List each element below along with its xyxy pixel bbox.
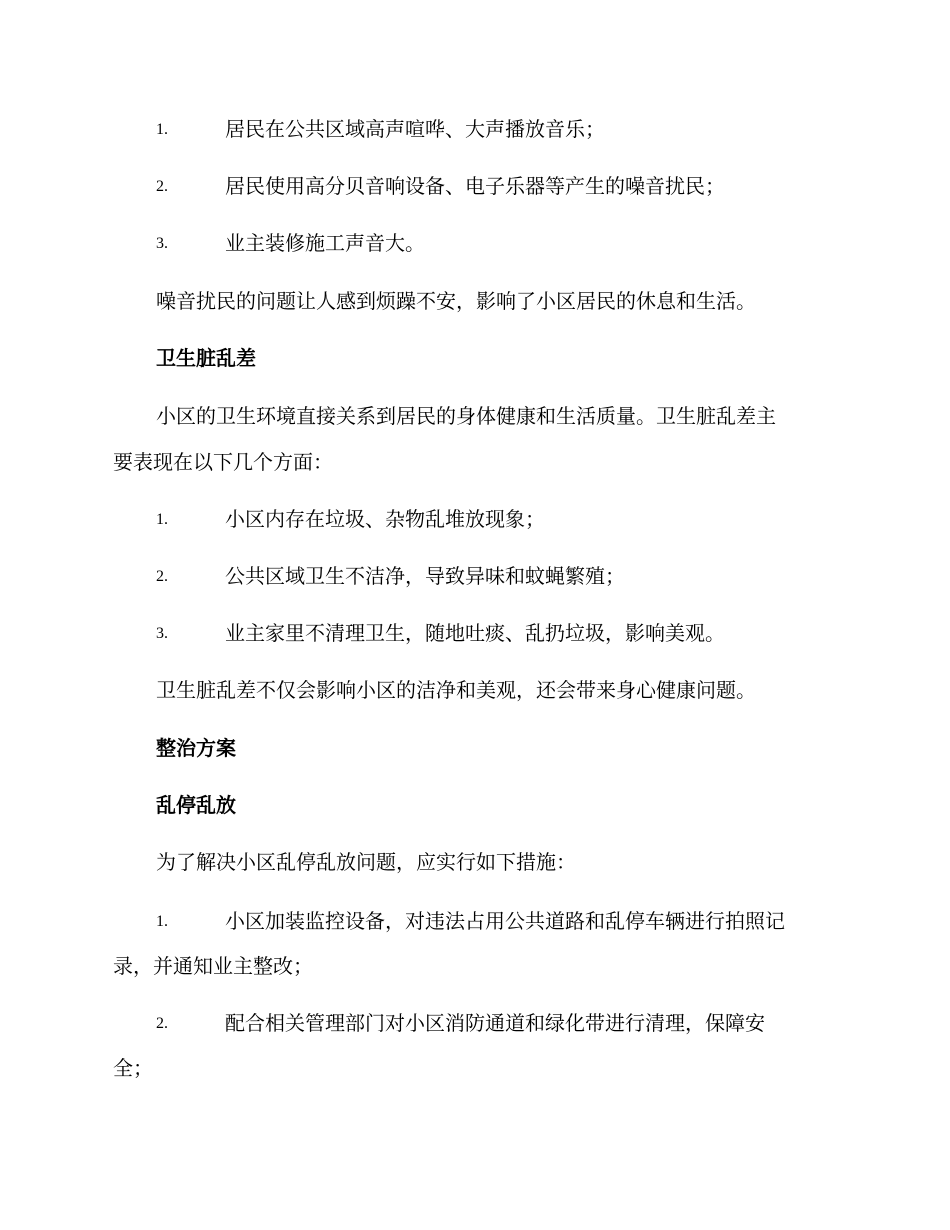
list-item: 小区内存在垃圾、杂物乱堆放现象； bbox=[225, 507, 545, 531]
list-number: 1. bbox=[156, 121, 168, 138]
list-item: 业主家里不清理卫生，随地吐痰、乱扔垃圾，影响美观。 bbox=[225, 621, 725, 645]
list-item: 公共区域卫生不洁净，导致异味和蚊蝇繁殖； bbox=[225, 564, 625, 588]
section-heading: 整治方案 bbox=[156, 736, 236, 760]
paragraph: 为了解决小区乱停乱放问题，应实行如下措施： bbox=[156, 850, 576, 874]
list-number: 1. bbox=[156, 913, 168, 930]
list-item-line: 配合相关管理部门对小区消防通道和绿化带进行清理，保障安 bbox=[225, 1011, 765, 1035]
section-heading: 卫生脏乱差 bbox=[156, 346, 256, 370]
list-item-line: 小区加装监控设备，对违法占用公共道路和乱停车辆进行拍照记 bbox=[225, 909, 785, 933]
list-item: 业主装修施工声音大。 bbox=[225, 231, 425, 255]
list-item-line: 全； bbox=[113, 1056, 153, 1080]
list-number: 2. bbox=[156, 568, 168, 585]
subsection-heading: 乱停乱放 bbox=[156, 793, 236, 817]
list-number: 2. bbox=[156, 178, 168, 195]
paragraph-line: 要表现在以下几个方面： bbox=[113, 450, 333, 474]
list-item: 居民在公共区域高声喧哗、大声播放音乐； bbox=[225, 117, 605, 141]
paragraph: 噪音扰民的问题让人感到烦躁不安，影响了小区居民的休息和生活。 bbox=[156, 289, 756, 313]
list-number: 2. bbox=[156, 1015, 168, 1032]
list-number: 3. bbox=[156, 625, 168, 642]
list-item: 居民使用高分贝音响设备、电子乐器等产生的噪音扰民； bbox=[225, 174, 725, 198]
list-number: 3. bbox=[156, 235, 168, 252]
list-number: 1. bbox=[156, 511, 168, 528]
paragraph-line: 小区的卫生环境直接关系到居民的身体健康和生活质量。卫生脏乱差主 bbox=[156, 404, 776, 428]
paragraph: 卫生脏乱差不仅会影响小区的洁净和美观，还会带来身心健康问题。 bbox=[156, 678, 756, 702]
list-item-line: 录，并通知业主整改； bbox=[113, 954, 313, 978]
